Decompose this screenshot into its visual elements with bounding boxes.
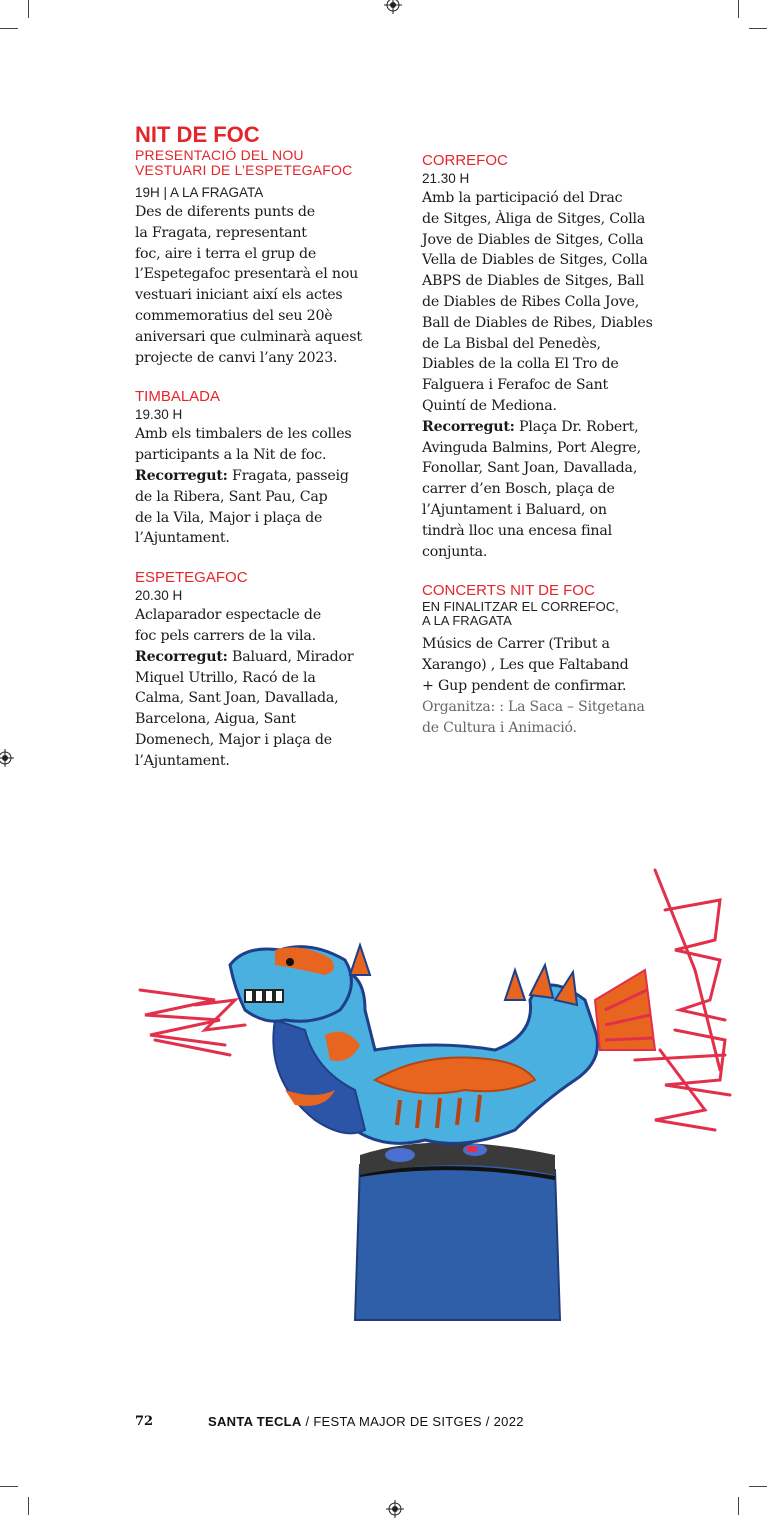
event-route [135,647,407,772]
crop-mark [749,1486,767,1487]
registration-mark-icon [0,749,14,767]
registration-mark-icon [384,0,402,14]
crop-mark [0,1486,18,1487]
publication-name [208,1414,524,1429]
route-label: Recorregut: [135,648,228,665]
crop-mark [749,28,767,29]
event-route [422,417,694,563]
left-column [135,122,407,772]
event-route [135,466,407,549]
event-text: Músics de Carrer (Tribut a Xarango) , Les que Faltaband + Gup pendent de confirmar. [422,636,629,694]
event-subheading: A LA FRAGATA [422,613,512,629]
publication-bold: SANTA TECLA [208,1414,302,1429]
event-text: Amb la participació del Drac de Sitges, Àliga de Sitges, Colla Jove de Diables de Sitges, Colla Vella de Diables de Sitges, Colla ABPS de Diables de Sitges, Ball de Diables de Ribes Colla Jove, Ball de Diables de Ribes, Diables de La Bisbal del Penedès, Diables de la colla El Tro de Falguera i Ferafoc de Sant Quintí de Mediona. [422,190,653,414]
crop-mark [738,1497,739,1515]
dragon-drawing-illustration [135,850,735,1330]
event-text: Aclaparador espectacle de foc pels carrers de la vila. [135,607,322,644]
event-time: 19H | A LA FRAGATA [135,185,264,200]
event-heading: CORREFOC [422,152,508,169]
crop-mark [28,0,29,18]
event-timbalada [135,388,407,549]
page-number: 72 [135,1414,154,1429]
intro-text: Des de diferents punts de la Fragata, representant foc, aire i terra el grup de l’Espetegafoc presentarà el nou vestuari iniciant així els actes commemoratius del seu 20è aniversari que culminarà aquest projecte de canvi l’any 2023. [135,204,362,366]
page-footer [135,1414,635,1434]
route-text: Fragata, passeig de la Ribera, Sant Pau, Cap de la Vila, Major i plaça de l’Ajuntament. [135,467,349,547]
route-label: Recorregut: [422,418,515,435]
route-text: Plaça Dr. Robert, Avinguda Balmins, Port Alegre, Fonollar, Sant Joan, Davallada, carrer d’en Bosch, plaça de l’Ajuntament i Baluard, on tindrà lloc una encesa final conjunta. [422,418,641,560]
event-correfoc [422,152,694,562]
event-espetegafoc [135,569,407,771]
crop-mark [28,1497,29,1515]
event-time: 20.30 H [135,588,183,604]
event-concerts [422,582,694,738]
event-subheading: EN FINALITZAR EL CORREFOC, [422,599,619,615]
route-text: Baluard, Mirador Miquel Utrillo, Racó de la Calma, Sant Joan, Davallada, Barcelona, Aigua, Sant Domenech, Major i plaça de l’Ajuntament. [135,648,354,769]
event-text: Amb els timbalers de les colles participants a la Nit de foc. [135,426,352,464]
event-heading: ESPETEGAFOC [135,569,248,587]
event-time: 21.30 H [422,171,470,186]
subtitle-line: VESTUARI DE L’ESPETEGAFOC [135,162,353,178]
event-time: 19.30 H [135,407,183,423]
event-heading: TIMBALADA [135,388,221,406]
subtitle-line: PRESENTACIÓ DEL NOU [135,147,304,163]
event-heading: CONCERTS NIT DE FOC [422,582,595,600]
crop-mark [738,0,739,18]
publication-rest: / FESTA MAJOR DE SITGES / 2022 [301,1414,524,1429]
route-label: Recorregut: [135,467,228,484]
organizer-text: Organitza: : La Saca – Sitgetana de Cultura i Animació. [422,698,645,736]
registration-mark-icon [386,1500,404,1518]
page-title: NIT DE FOC [135,122,260,147]
crop-mark [0,28,18,29]
right-column [422,152,694,738]
